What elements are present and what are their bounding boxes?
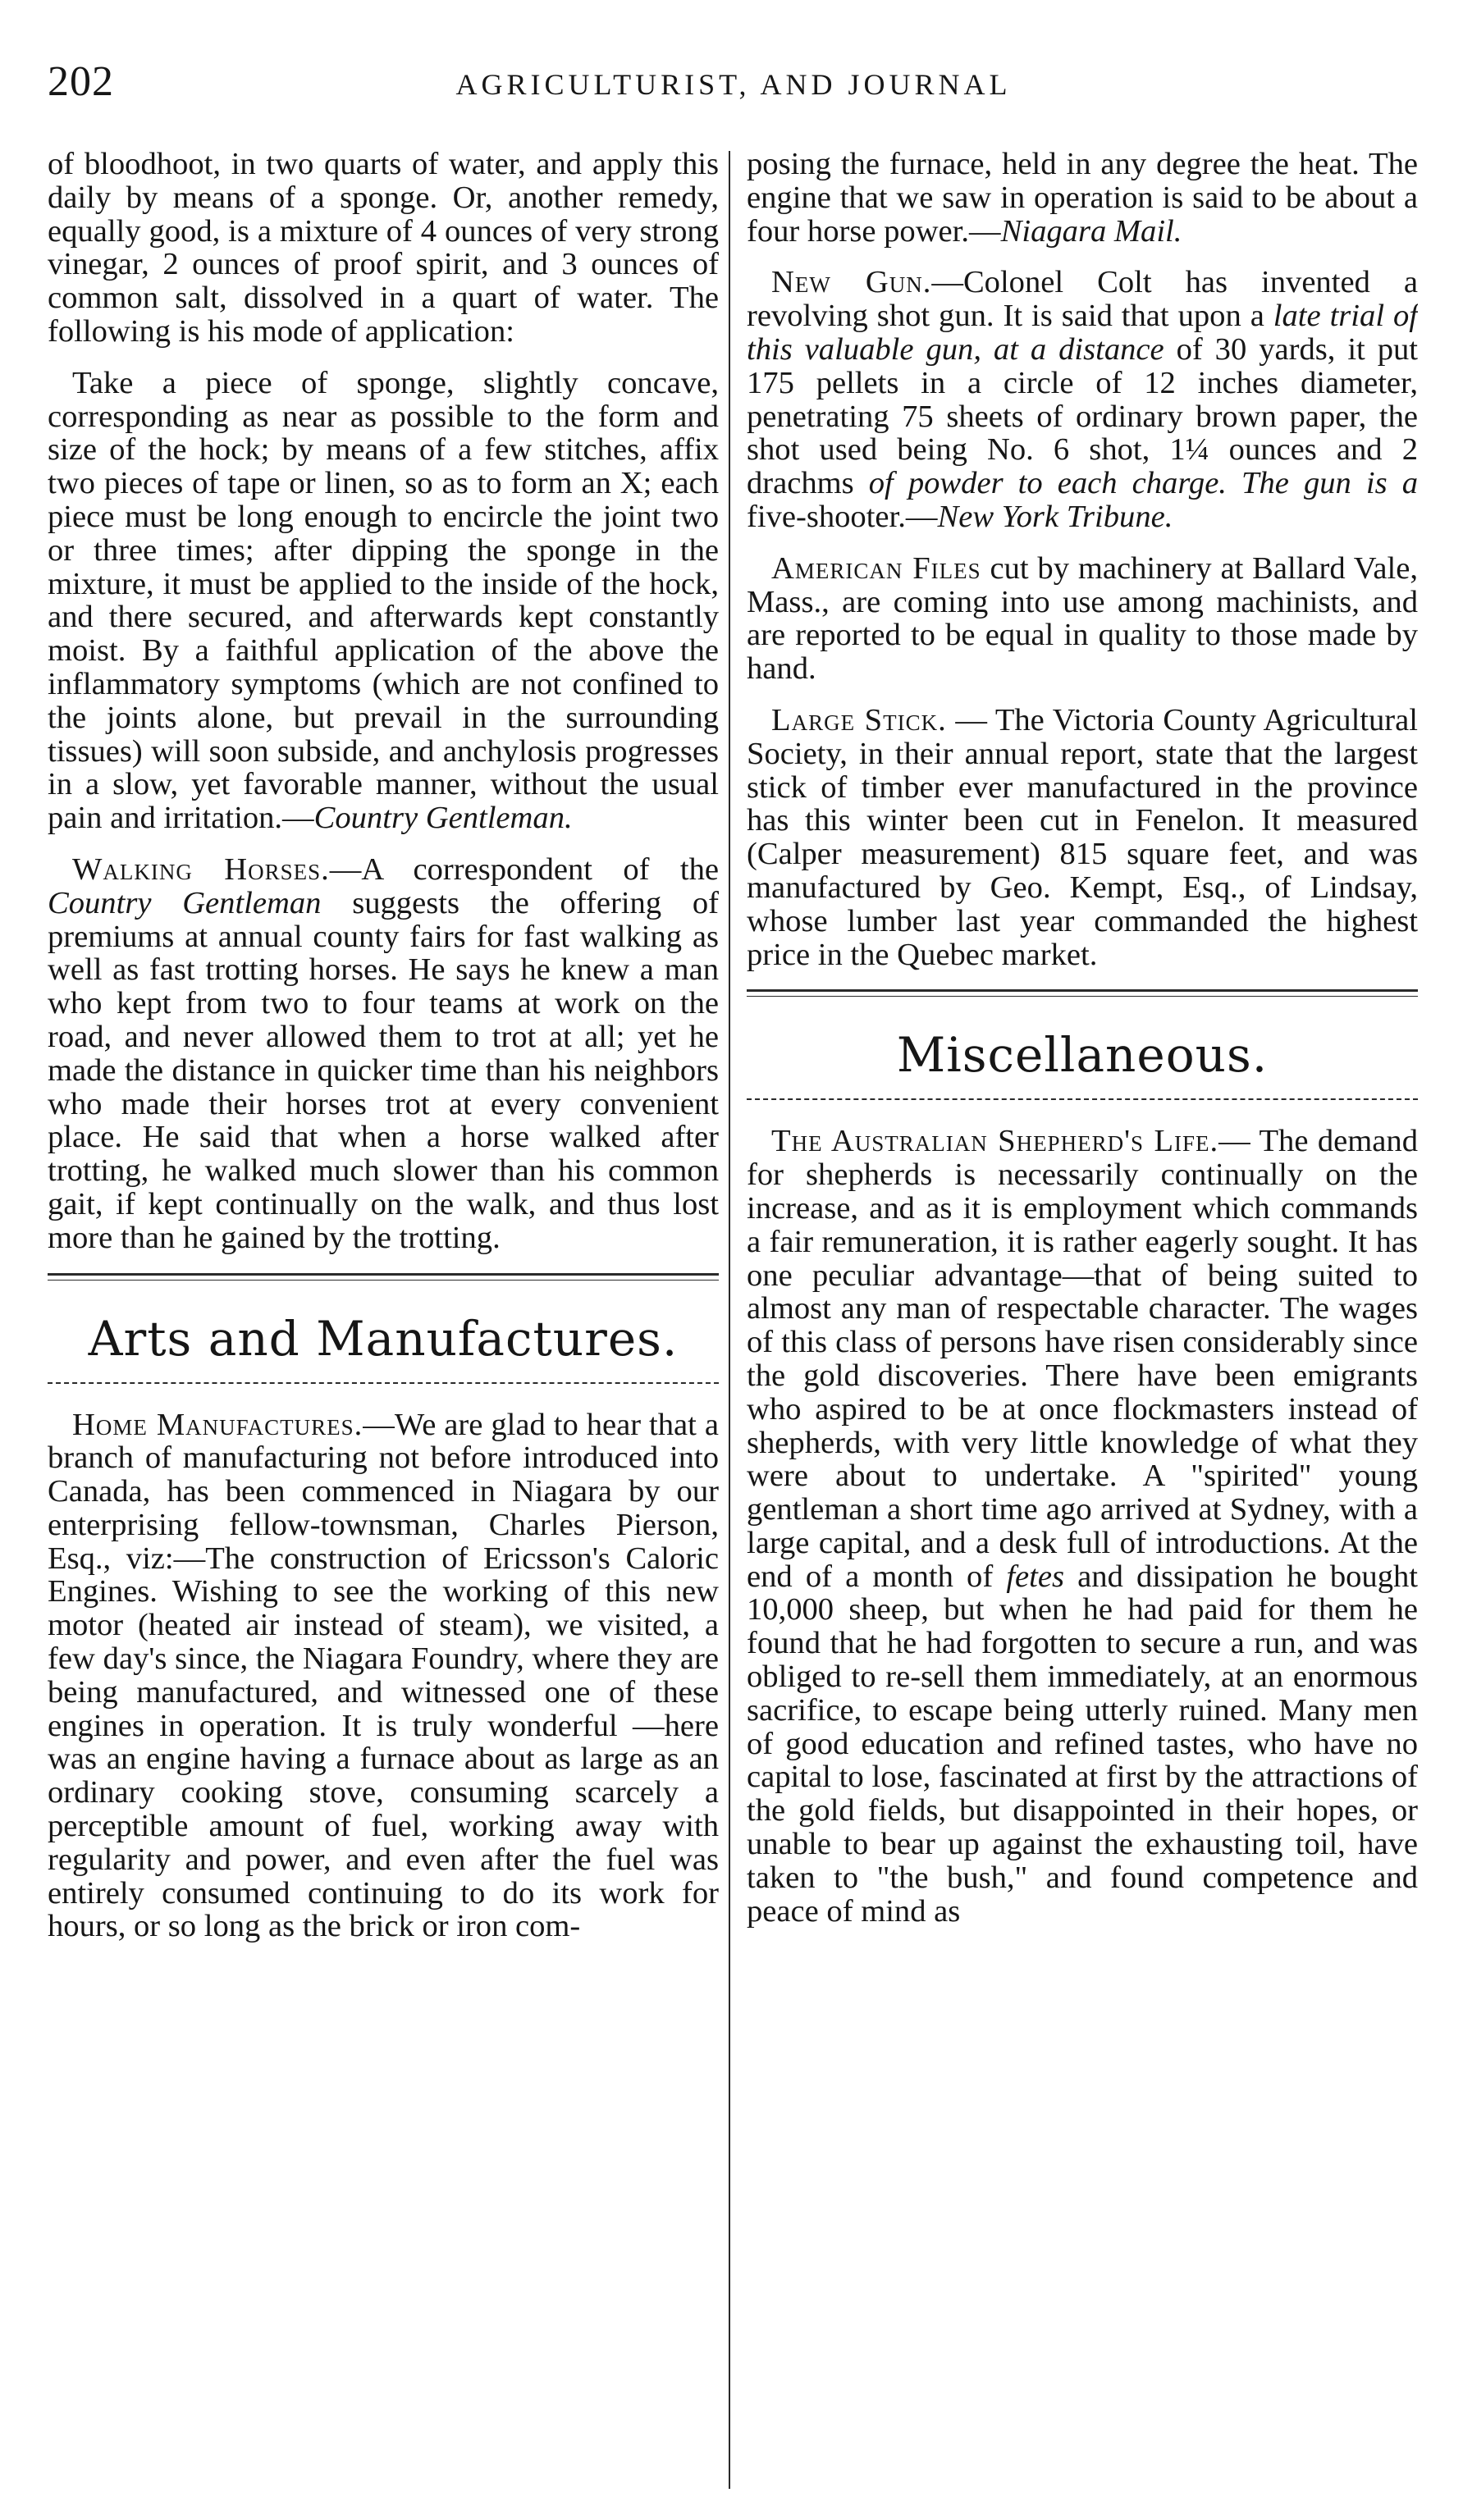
article-large-stick: Large Stick. — The Victoria County Agricultural Society, in their annual report, state that the largest stick of timber ever manufactured in the province has this winter been cut in Fenelon. It measured (Calper measurement) 815 square feet, and was manufactured by Geo. Kempt, Esq., of Lindsay, whose lumber last year commanded the highest price in the Quebec market. bbox=[747, 702, 1418, 972]
article-heading: Walking Horses. bbox=[72, 851, 330, 887]
paragraph-remedy: of bloodhoot, in two quarts of water, and apply this daily by means of a sponge. Or, another remedy, equally good, is a mixture of 4 ounces of very strong vinegar, 2 ounces of proof spirit, and 3 ounces of common salt, dissolved in a quart of water. The following is his mode of application: bbox=[48, 148, 719, 349]
double-rule-divider bbox=[747, 989, 1418, 997]
double-rule-divider bbox=[48, 1273, 719, 1281]
article-walking-horses: Walking Horses.—A correspondent of the Country Gentleman suggests the offering of premiums at annual county fairs for fast walking as well as fast trotting horses. He says he knew a man who kept from two to four teams at work on the road, and never allowed them to trot at all; yet he made the distance in quicker time than his neighbors who made their horses trot at every convenient place. He said that when a horse walked after trotting, he walked much slower than his common gait, if kept continually on the walk, and thus lost more than he gained by the trotting. bbox=[48, 851, 719, 1255]
article-american-files: American Files cut by machinery at Ballard Vale, Mass., are coming into use among machinists, and are reported to be equal in quality to those made by hand. bbox=[747, 550, 1418, 687]
section-title-miscellaneous: Miscellaneous. bbox=[896, 1027, 1269, 1084]
article-home-manufactures: Home Manufactures.—We are glad to hear that a branch of manufacturing not before introduced into Canada, has been commenced in Niagara by our enterprising fellow-townsman, Charles Pierson, Esq., viz:—The construction of Ericsson's Caloric Engines. Wishing to see the working of this new motor (heated air instead of steam), we visited, a few day's since, the Niagara Foundry, where they are being manufactured, and witnessed one of these engines in operation. It is truly wonderful —here was an engine having a furnace about as large as an ordinary cooking stove, consuming scarcely a perceptible amount of fuel, working away with regularity and power, and even after the fuel was entirely consumed continuing to do its work for hours, or so long as the brick or iron com- bbox=[48, 1407, 719, 1944]
paragraph-continued: posing the furnace, held in any degree the heat. The engine that we saw in operation is said to be about a four horse power.—Niagara Mail. bbox=[747, 148, 1418, 249]
left-column bbox=[48, 148, 719, 2494]
article-heading: American Files bbox=[771, 550, 981, 586]
right-column bbox=[747, 148, 1418, 2494]
dashed-rule bbox=[747, 1098, 1418, 1100]
page-header bbox=[48, 52, 1420, 112]
article-heading: Home Manufactures. bbox=[72, 1407, 363, 1442]
article-new-gun: New Gun.—Colonel Colt has invented a revolving shot gun. It is said that upon a late trial of this valuable gun, at a distance of 30 yards, it put 175 pellets in a circle of 12 inches diameter, penetrating 75 sheets of ordinary brown paper, the shot used being No. 6 shot, 1¼ ounces and 2 drachms of powder to each charge. The gun is a five-shooter.—New York Tribune. bbox=[747, 265, 1418, 534]
column-divider bbox=[729, 151, 730, 2489]
page-number: 202 bbox=[48, 58, 114, 105]
running-head: AGRICULTURIST, AND JOURNAL bbox=[455, 68, 1012, 101]
source-citation: New York Tribune. bbox=[937, 499, 1173, 534]
section-title-arts: Arts and Manufactures. bbox=[88, 1310, 679, 1367]
source-citation: Niagara Mail. bbox=[1000, 213, 1182, 249]
article-heading: Large Stick. bbox=[771, 702, 947, 737]
paragraph-application: Take a piece of sponge, slightly concave, corresponding as near as possible to the form and size of the hock; by means of a few stitches, affix two pieces of tape or linen, so as to form an X; each piece must be long enough to encircle the joint two or three times; after dipping the sponge in the mixture, it must be applied to the inside of the hock, and there secured, and afterwards kept constantly moist. By a faithful application of the above the inflammatory symptoms (which are not confined to the joints alone, but prevail in the surrounding tissues) will soon subside, and anchylosis progresses in a slow, yet favorable manner, without the usual pain and irritation.—Country Gentleman. bbox=[48, 365, 719, 836]
article-heading: New Gun. bbox=[771, 265, 932, 300]
source-citation: Country Gentleman. bbox=[313, 801, 573, 836]
dashed-rule bbox=[48, 1382, 719, 1384]
article-heading: The Australian Shepherd's Life. bbox=[771, 1124, 1219, 1159]
article-australian-shepherd: The Australian Shepherd's Life.— The demand for shepherds is necessarily continually on the increase, and as it is employment which commands a fair remuneration, it is rather eagerly sought. It has one peculiar advantage—that of being suited to almost any man of respectable character. The wages of this class of persons have risen considerably since the gold discoveries. There have been emigrants who aspired to be at once flockmasters instead of shepherds, with very little knowledge of what they were about to undertake. A "spirited" young gentleman a short time ago arrived at Sydney, with a large capital, and a desk full of introductions. At the end of a month of fetes and dissipation he bought 10,000 sheep, but when he had paid for them he found that he had forgotten to secure a run, and was obliged to re-sell them immediately, at an enormous sacrifice, to escape being utterly ruined. Many men of good education and refined tastes, who have no capital to lose, fascinated at first by the attractions of the gold fields, but disappointed in their hopes, or unable to bear up against the exhausting toil, have taken to "the bush," and found competence and peace of mind as bbox=[747, 1124, 1418, 1929]
